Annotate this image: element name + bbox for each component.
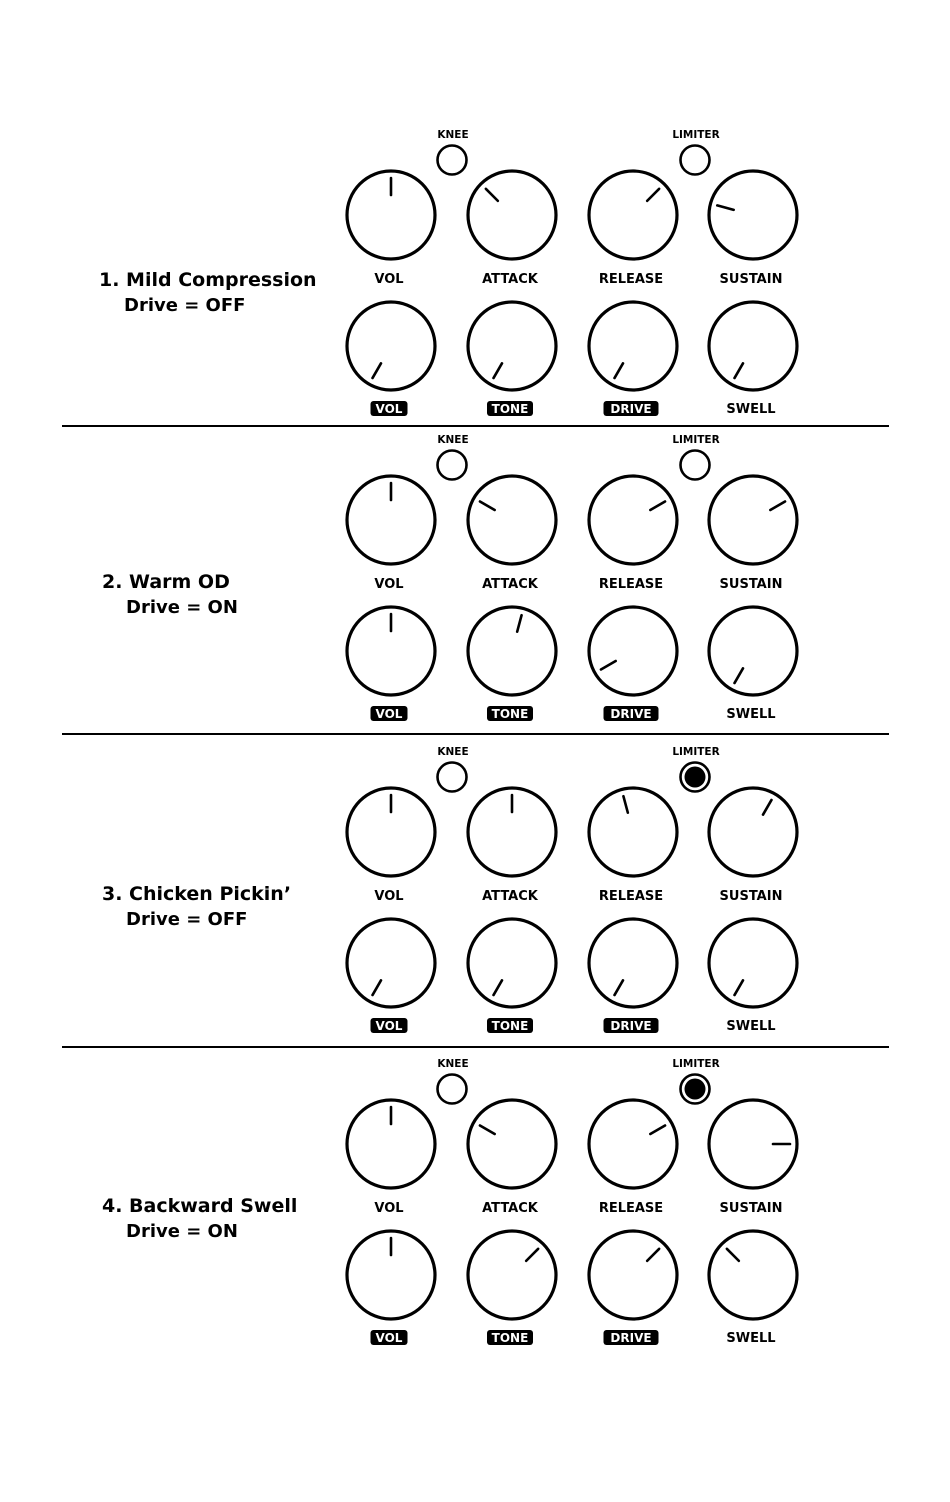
knob-tone[interactable] <box>468 607 556 695</box>
knob-label-tone: TONE <box>491 707 529 721</box>
knob-swell[interactable] <box>709 919 797 1007</box>
knee-label: KNEE <box>437 129 469 141</box>
knob-label-tone: TONE <box>491 1331 529 1345</box>
knob-drive[interactable] <box>589 919 677 1007</box>
knob-tone[interactable] <box>468 919 556 1007</box>
knob-vol[interactable] <box>347 788 435 876</box>
limiter-label: LIMITER <box>672 129 720 141</box>
preset-title: 2. Warm OD <box>102 571 230 593</box>
limiter-label: LIMITER <box>672 434 720 446</box>
limiter-switch[interactable] <box>681 1075 710 1104</box>
knob-sustain[interactable] <box>709 476 797 564</box>
knob-vol[interactable] <box>347 1231 435 1319</box>
knob-attack[interactable] <box>468 171 556 259</box>
knob-label-swell: SWELL <box>726 707 776 722</box>
knob-release[interactable] <box>589 476 677 564</box>
knee-label: KNEE <box>437 434 469 446</box>
knob-sustain[interactable] <box>709 1100 797 1188</box>
knob-label-release: RELEASE <box>598 1201 664 1216</box>
knob-drive[interactable] <box>589 302 677 390</box>
knob-swell[interactable] <box>709 607 797 695</box>
preset-title: 3. Chicken Pickin’ <box>102 883 292 905</box>
knee-switch[interactable] <box>438 1075 467 1104</box>
knob-release[interactable] <box>589 1100 677 1188</box>
drive-status: Drive = OFF <box>126 909 248 930</box>
knob-vol[interactable] <box>347 171 435 259</box>
limiter-label: LIMITER <box>672 1058 720 1070</box>
knob-sustain[interactable] <box>709 171 797 259</box>
knob-label-swell: SWELL <box>726 402 776 417</box>
knob-label-release: RELEASE <box>598 272 664 287</box>
knob-label-sustain: SUSTAIN <box>719 577 783 592</box>
limiter-switch[interactable] <box>681 451 710 480</box>
knob-label-swell: SWELL <box>726 1331 776 1346</box>
preset-section-4 <box>102 1058 797 1346</box>
preset-title: 1. Mild Compression <box>99 269 317 291</box>
preset-section-2 <box>102 434 797 722</box>
preset-section-3 <box>102 746 797 1034</box>
knob-tone[interactable] <box>468 302 556 390</box>
knob-label-sustain: SUSTAIN <box>719 1201 783 1216</box>
knob-label-tone: TONE <box>491 402 529 416</box>
knob-label-vol: VOL <box>375 1331 403 1345</box>
knob-attack[interactable] <box>468 1100 556 1188</box>
knob-label-vol: VOL <box>374 272 404 287</box>
knob-swell[interactable] <box>709 1231 797 1319</box>
drive-status: Drive = ON <box>126 597 238 618</box>
knob-release[interactable] <box>589 171 677 259</box>
knee-label: KNEE <box>437 746 469 758</box>
drive-status: Drive = ON <box>126 1221 238 1242</box>
knob-label-vol: VOL <box>374 889 404 904</box>
knob-label-drive: DRIVE <box>610 1019 652 1033</box>
drive-status: Drive = OFF <box>124 295 246 316</box>
knob-vol[interactable] <box>347 302 435 390</box>
knob-label-attack: ATTACK <box>482 1201 538 1216</box>
preset-section-1 <box>99 129 797 417</box>
preset-title: 4. Backward Swell <box>102 1195 298 1217</box>
knob-release[interactable] <box>589 788 677 876</box>
knee-switch[interactable] <box>438 451 467 480</box>
knob-label-vol: VOL <box>374 577 404 592</box>
limiter-switch[interactable] <box>681 763 710 792</box>
knob-label-vol: VOL <box>375 402 403 416</box>
knob-vol[interactable] <box>347 1100 435 1188</box>
knob-vol[interactable] <box>347 607 435 695</box>
knob-label-release: RELEASE <box>598 577 664 592</box>
knob-label-vol: VOL <box>375 1019 403 1033</box>
knob-vol[interactable] <box>347 476 435 564</box>
knob-label-release: RELEASE <box>598 889 664 904</box>
knob-label-vol: VOL <box>375 707 403 721</box>
knob-sustain[interactable] <box>709 788 797 876</box>
knob-label-attack: ATTACK <box>482 577 538 592</box>
knob-label-tone: TONE <box>491 1019 529 1033</box>
knob-label-vol: VOL <box>374 1201 404 1216</box>
knob-label-sustain: SUSTAIN <box>719 889 783 904</box>
knee-label: KNEE <box>437 1058 469 1070</box>
knob-attack[interactable] <box>468 476 556 564</box>
knob-label-attack: ATTACK <box>482 272 538 287</box>
knob-label-drive: DRIVE <box>610 1331 652 1345</box>
knob-swell[interactable] <box>709 302 797 390</box>
knee-switch[interactable] <box>438 763 467 792</box>
knob-vol[interactable] <box>347 919 435 1007</box>
knob-drive[interactable] <box>589 607 677 695</box>
knob-drive[interactable] <box>589 1231 677 1319</box>
knob-label-sustain: SUSTAIN <box>719 272 783 287</box>
knob-label-swell: SWELL <box>726 1019 776 1034</box>
knee-switch[interactable] <box>438 146 467 175</box>
knob-attack[interactable] <box>468 788 556 876</box>
knob-label-drive: DRIVE <box>610 402 652 416</box>
limiter-label: LIMITER <box>672 746 720 758</box>
knob-label-drive: DRIVE <box>610 707 652 721</box>
knob-label-attack: ATTACK <box>482 889 538 904</box>
knob-tone[interactable] <box>468 1231 556 1319</box>
limiter-switch[interactable] <box>681 146 710 175</box>
